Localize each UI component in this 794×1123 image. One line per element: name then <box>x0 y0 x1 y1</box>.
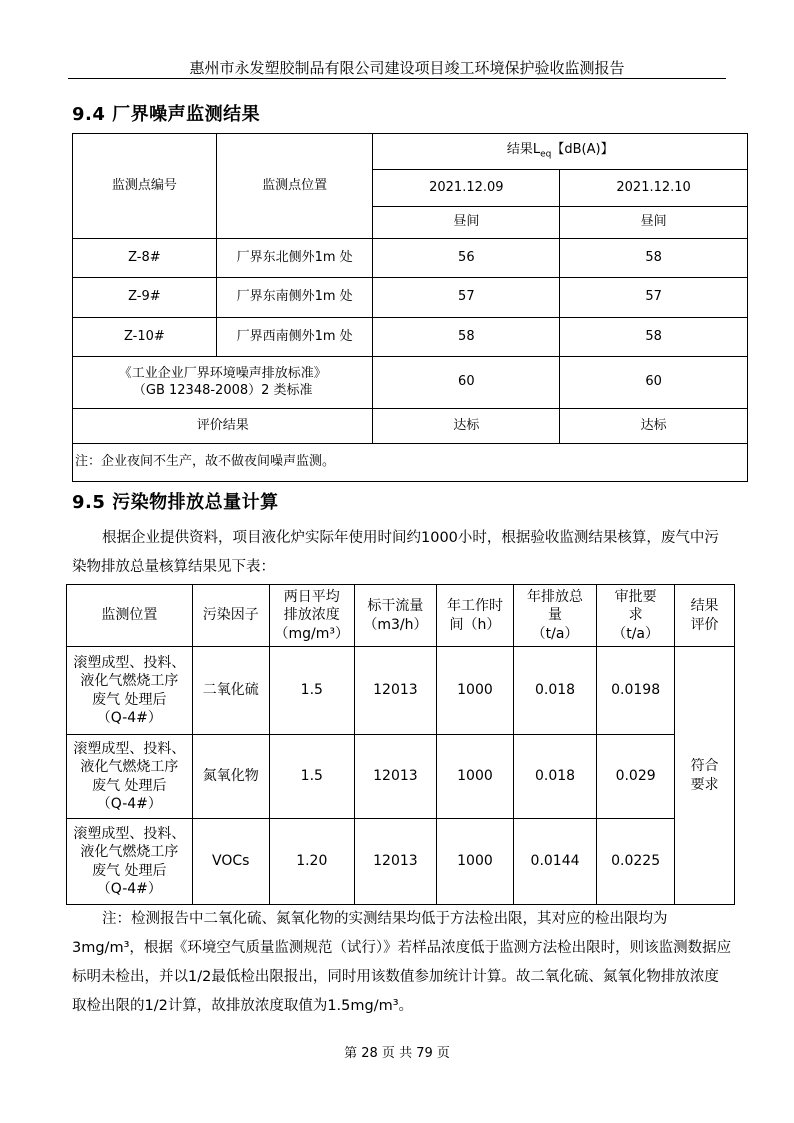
standard-row: 《工业企业厂界环境噪声排放标准》 （GB 12348-2008）2 类标准 60 60 <box>73 357 748 409</box>
col-point-id-header: 监测点编号 <box>73 134 217 239</box>
noise-results-table <box>72 133 748 482</box>
col-factor: 污染因子 <box>192 585 269 647</box>
table-row: Z-10# 厂界西南侧外1m 处 58 58 <box>73 318 748 357</box>
date-1: 2021.12.09 <box>373 170 560 207</box>
period-2: 昼间 <box>560 207 748 239</box>
page-header: 惠州市永发塑胶制品有限公司建设项目竣工环境保护验收监测报告 <box>189 59 625 77</box>
intro-paragraph: 根据企业提供资料，项目液化炉实际年使用时间约1000小时，根据验收监测结果核算，废气中污染物排放总量核算结果见下表： <box>72 530 719 575</box>
date-2: 2021.12.10 <box>560 170 748 207</box>
table-row: 滚塑成型、投料、 液化气燃烧工序 废气 处理后 （Q-4#） 二氧化硫 1.5 12013 1000 0.018 0.0198 符合 要求 <box>67 647 735 735</box>
evaluation-row: 评价结果 达标 达标 <box>73 409 748 444</box>
col-flow: 标干流量 （m3/h） <box>354 585 436 647</box>
col-location: 监测位置 <box>67 585 193 647</box>
detection-limit-note: 注：检测报告中二氧化硫、氮氧化物的实测结果均低于方法检出限，其对应的检出限均为3mg/m³，根据《环境空气质量监测规范（试行）》若样品浓度低于监测方法检出限时，则该监测数据应标明未检出，并以1/2最低检出限报出，同时用该数值参加统计计算。故二氧化硫、氮氧化物排放浓度取检出限的1/2计算，故排放浓度取值为1.5mg/m³。 <box>72 911 732 1014</box>
standard-label: 《工业企业厂界环境噪声排放标准》 （GB 12348-2008）2 类标准 <box>73 357 373 409</box>
note-row <box>73 444 748 482</box>
col-hours: 年工作时 间（h） <box>436 585 513 647</box>
col-approved: 审批要 求 （t/a） <box>597 585 675 647</box>
section-9-5-title: 9.5 污染物排放总量计算 <box>72 492 279 513</box>
page-number: 第 28 页 共 79 页 <box>344 1046 450 1061</box>
col-result: 结果 评价 <box>675 585 735 647</box>
noise-note: 注：企业夜间不生产，故不做夜间噪声监测。 <box>73 444 748 482</box>
col-annual: 年排放总 量 （t/a） <box>513 585 596 647</box>
location-cell: 滚塑成型、投料、 液化气燃烧工序 废气 处理后 （Q-4#） <box>67 735 193 819</box>
location-cell: 滚塑成型、投料、 液化气燃烧工序 废气 处理后 （Q-4#） <box>67 819 193 905</box>
section-9-4-title: 9.4 厂界噪声监测结果 <box>72 104 261 125</box>
result-evaluation: 符合 要求 <box>675 647 735 905</box>
table-row: 滚塑成型、投料、 液化气燃烧工序 废气 处理后 （Q-4#） 氮氧化物 1.5 12013 1000 0.018 0.029 <box>67 735 735 819</box>
location-cell: 滚塑成型、投料、 液化气燃烧工序 废气 处理后 （Q-4#） <box>67 647 193 735</box>
table-row: Z-8# 厂界东北侧外1m 处 56 58 <box>73 239 748 278</box>
col-concentration: 两日平均 排放浓度 （mg/m³） <box>269 585 354 647</box>
header-divider <box>68 78 726 79</box>
period-1: 昼间 <box>373 207 560 239</box>
result-header: 结果$L_{eq}$【dB(A)】 <box>373 134 748 170</box>
col-point-loc-header: 监测点位置 <box>216 134 373 239</box>
emission-total-table <box>66 584 735 905</box>
table-row: Z-9# 厂界东南侧外1m 处 57 57 <box>73 278 748 318</box>
table-row: 滚塑成型、投料、 液化气燃烧工序 废气 处理后 （Q-4#） VOCs 1.20 12013 1000 0.0144 0.0225 <box>67 819 735 905</box>
